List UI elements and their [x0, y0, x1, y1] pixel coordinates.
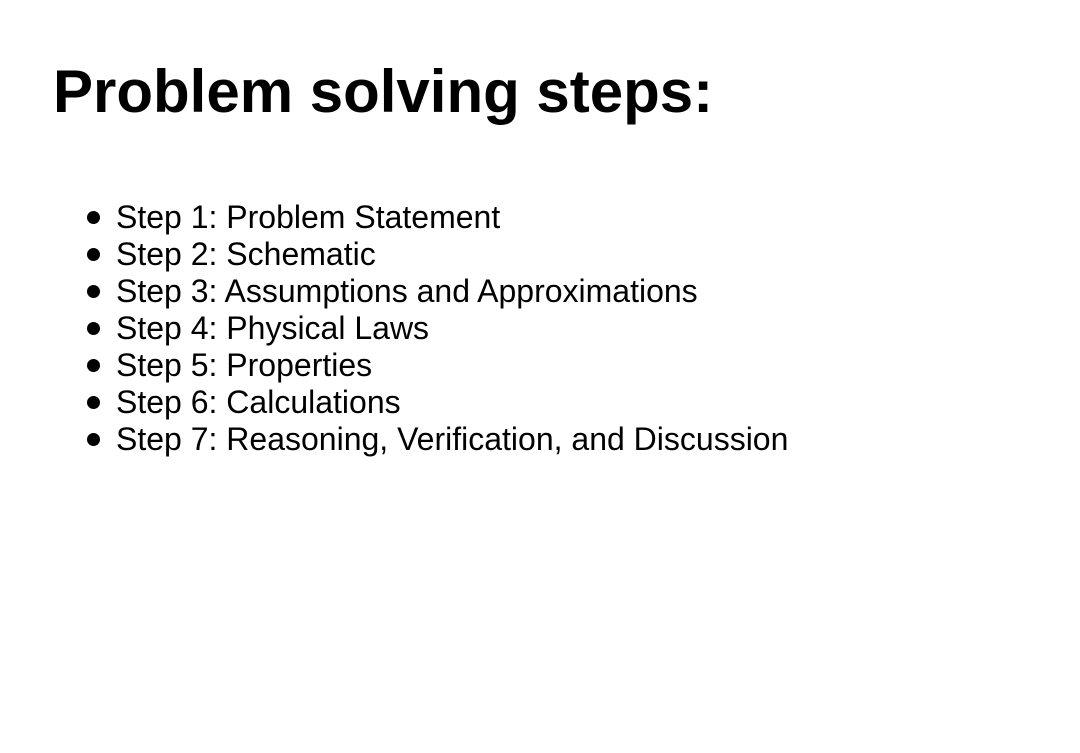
step-label: Step 1: Problem Statement — [116, 199, 501, 235]
bullet-dot-icon — [87, 359, 100, 372]
list-item — [116, 199, 788, 236]
step-label: Step 4: Physical Laws — [116, 310, 430, 346]
step-label: Step 7: Reasoning, Verification, and Discussion — [116, 421, 789, 457]
list-item — [116, 273, 788, 310]
bullet-dot-icon — [87, 322, 100, 335]
bullet-dot-icon — [87, 211, 100, 224]
step-label: Step 3: Assumptions and Approximations — [116, 273, 698, 309]
list-item — [116, 347, 788, 384]
bullet-dot-icon — [87, 248, 100, 261]
step-label: Step 2: Schematic — [116, 236, 376, 272]
step-label: Step 5: Properties — [116, 347, 373, 383]
list-item — [116, 236, 788, 273]
list-item — [116, 384, 788, 421]
step-label: Step 6: Calculations — [116, 384, 401, 420]
steps-list — [116, 199, 788, 458]
list-item — [116, 310, 788, 347]
slide-title: Problem solving steps: — [53, 58, 714, 125]
bullet-dot-icon — [87, 433, 100, 446]
bullet-dot-icon — [87, 285, 100, 298]
bullet-dot-icon — [87, 396, 100, 409]
list-item — [116, 421, 788, 458]
